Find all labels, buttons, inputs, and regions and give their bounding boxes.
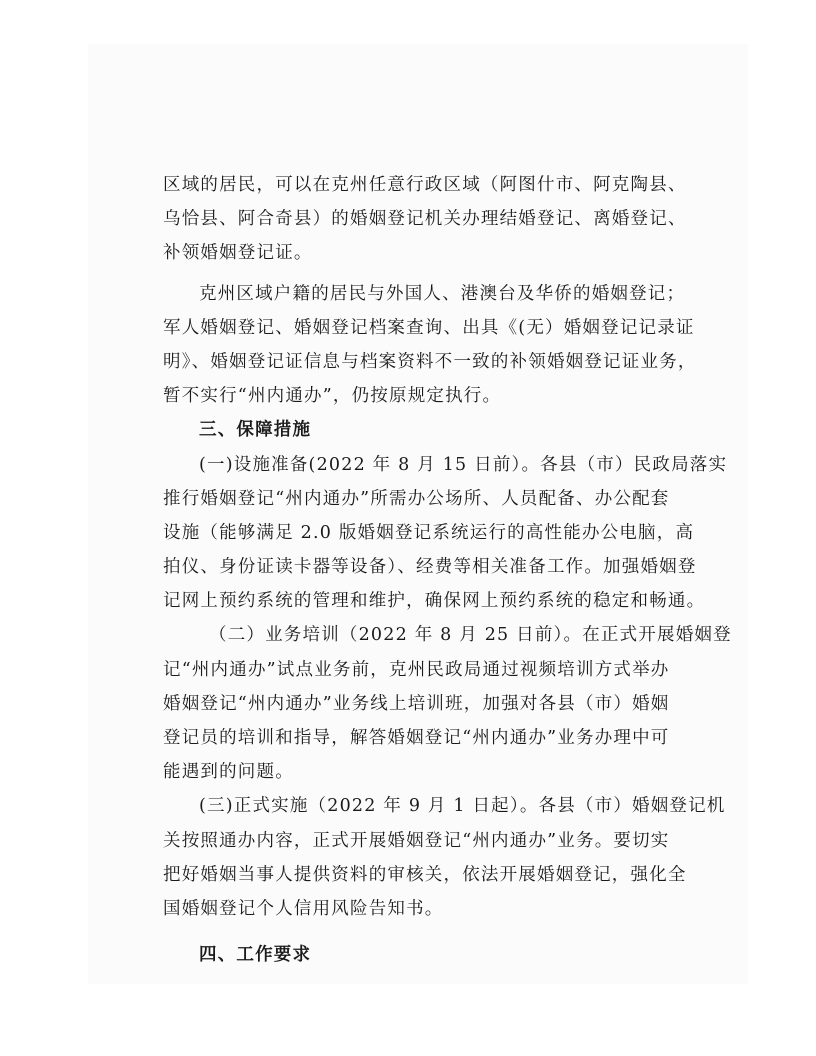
paragraph-line: 能遇到的问题。 [163, 762, 294, 783]
paragraph-line: 设施（能够满足 2.0 版婚姻登记系统运行的高性能办公电脑，高 [163, 522, 695, 543]
paragraph-line: 拍仪、身份证读卡器等设备）、经费等相关准备工作。加强婚姻登 [163, 557, 697, 578]
section-heading: 三、保障措施 [199, 420, 312, 441]
paragraph-line: 区域的居民，可以在克州任意行政区域（阿图什市、阿克陶县、 [163, 175, 687, 195]
paragraph-line: 记网上预约系统的管理和维护，确保网上预约系统的稳定和畅通。 [163, 591, 706, 612]
paragraph-line: 乌恰县、阿合奇县）的婚姻登记机关办理结婚登记、离婚登记、 [163, 209, 687, 230]
paragraph-line: 推行婚姻登记“州内通办”所需办公场所、人员配备、办公配套 [163, 488, 670, 509]
paragraph-line: 克州区域户籍的居民与外国人、港澳台及华侨的婚姻登记； [199, 283, 686, 304]
paragraph-line: 关按照通办内容，正式开展婚姻登记“州内通办”业务。要切实 [163, 830, 670, 851]
paragraph-line: 国婚姻登记个人信用风险告知书。 [163, 898, 444, 919]
section-heading: 四、工作要求 [199, 945, 312, 966]
paragraph-line: 记“州内通办”试点业务前，克州民政局通过视频培训方式举办 [163, 659, 670, 680]
document-body [163, 168, 732, 972]
paragraph-line: 军人婚姻登记、婚姻登记档案查询、出具《(无）婚姻登记记录证 [163, 317, 695, 338]
paragraph-line: (一)设施准备(2022 年 8 月 15 日前）。各县（市）民政局落实 [199, 454, 728, 475]
paragraph-line: 暂不实行“州内通办”，仍按原规定执行。 [163, 386, 502, 407]
paragraph-line: 明》、婚姻登记证信息与档案资料不一致的补领婚姻登记证业务， [163, 351, 697, 372]
paragraph-line: 把好婚姻当事人提供资料的审核关，依法开展婚姻登记，强化全 [163, 864, 687, 885]
paragraph-line: 婚姻登记“州内通办”业务线上培训班，加强对各县（市）婚姻 [163, 693, 670, 714]
paragraph-line: 补领婚姻登记证。 [163, 243, 313, 264]
paragraph-line: （二）业务培训（2022 年 8 月 25 日前）。在正式开展婚姻登 [209, 625, 732, 646]
paragraph-line: 登记员的培训和指导，解答婚姻登记“州内通办”业务办理中可 [163, 728, 670, 748]
paragraph-line: (三)正式实施（2022 年 9 月 1 日起）。各县（市）婚姻登记机 [199, 796, 726, 817]
